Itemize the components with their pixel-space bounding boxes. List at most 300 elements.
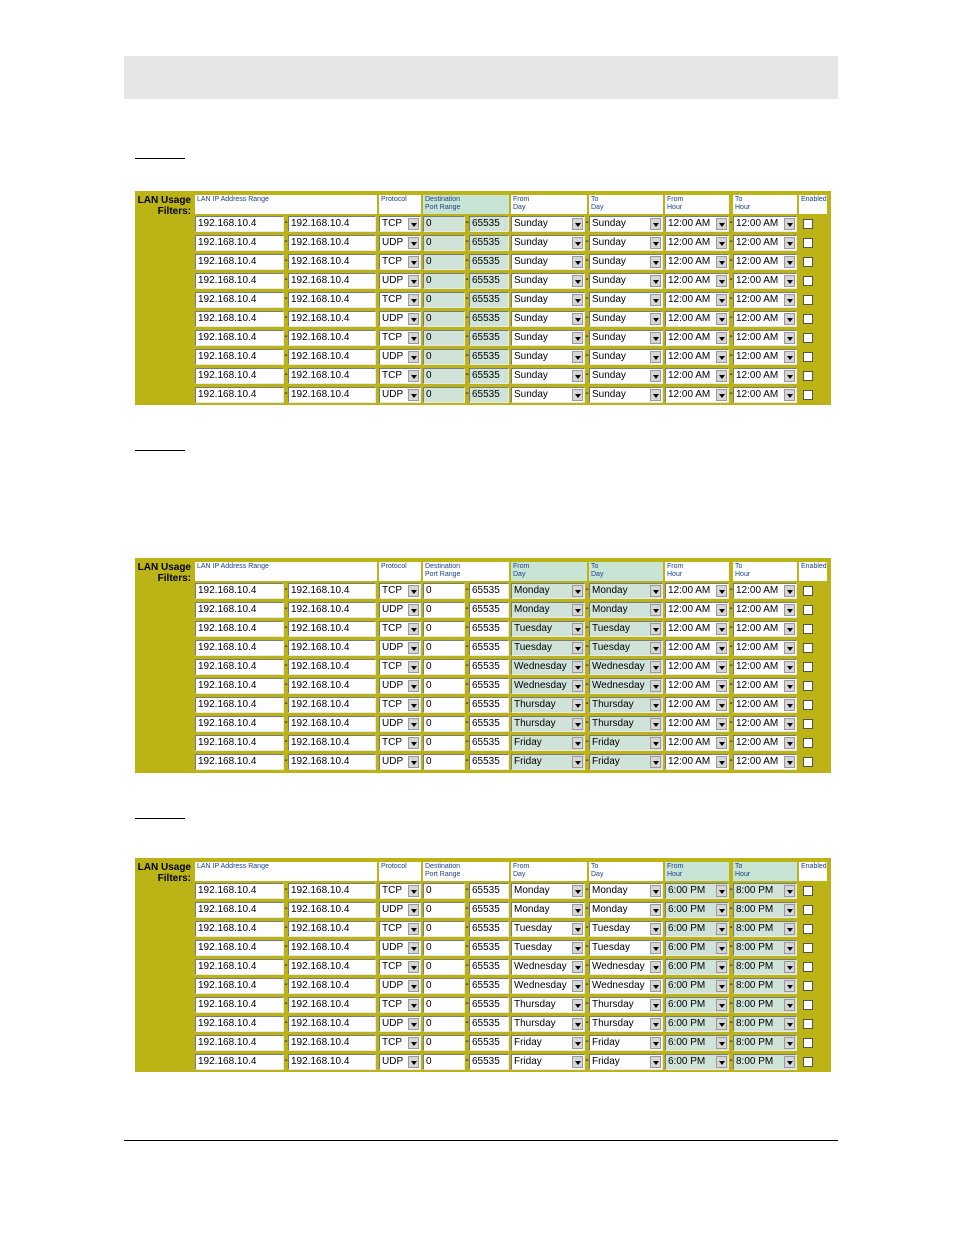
chevron-down-icon[interactable] bbox=[408, 313, 419, 325]
ip-start-input[interactable]: 192.168.10.4 bbox=[195, 583, 284, 599]
ip-start-input[interactable]: 192.168.10.4 bbox=[195, 368, 284, 384]
to-day-select[interactable] bbox=[589, 640, 663, 656]
chevron-down-icon[interactable] bbox=[716, 351, 727, 363]
ip-start-input[interactable]: 192.168.10.4 bbox=[195, 735, 284, 751]
chevron-down-icon[interactable] bbox=[716, 389, 727, 401]
chevron-down-icon[interactable] bbox=[650, 885, 661, 897]
protocol-select[interactable] bbox=[379, 1016, 421, 1032]
port-end-input[interactable]: 65535 bbox=[469, 311, 509, 327]
to-day-select[interactable] bbox=[589, 1016, 663, 1032]
to-hour-select[interactable] bbox=[733, 978, 797, 994]
to-hour-select[interactable] bbox=[733, 659, 797, 675]
enabled-checkbox[interactable] bbox=[803, 371, 813, 381]
chevron-down-icon[interactable] bbox=[572, 256, 583, 268]
from-day-select[interactable] bbox=[511, 959, 585, 975]
chevron-down-icon[interactable] bbox=[572, 370, 583, 382]
ip-start-input[interactable]: 192.168.10.4 bbox=[195, 349, 284, 365]
to-day-select[interactable] bbox=[589, 697, 663, 713]
chevron-down-icon[interactable] bbox=[572, 1018, 583, 1030]
chevron-down-icon[interactable] bbox=[572, 1056, 583, 1068]
ip-end-input[interactable]: 192.168.10.4 bbox=[288, 292, 376, 308]
from-hour-select[interactable] bbox=[665, 273, 729, 289]
chevron-down-icon[interactable] bbox=[408, 294, 419, 306]
chevron-down-icon[interactable] bbox=[650, 294, 661, 306]
ip-start-input[interactable]: 192.168.10.4 bbox=[195, 273, 284, 289]
from-hour-select[interactable] bbox=[665, 292, 729, 308]
from-day-select[interactable] bbox=[511, 697, 585, 713]
from-day-select[interactable] bbox=[511, 735, 585, 751]
chevron-down-icon[interactable] bbox=[784, 737, 795, 749]
enabled-checkbox[interactable] bbox=[803, 219, 813, 229]
port-start-input[interactable]: 0 bbox=[423, 349, 465, 365]
ip-end-input[interactable]: 192.168.10.4 bbox=[288, 640, 376, 656]
from-hour-select[interactable] bbox=[665, 959, 729, 975]
chevron-down-icon[interactable] bbox=[572, 756, 583, 768]
port-end-input[interactable]: 65535 bbox=[469, 602, 509, 618]
protocol-select[interactable] bbox=[379, 754, 421, 770]
ip-end-input[interactable]: 192.168.10.4 bbox=[288, 978, 376, 994]
chevron-down-icon[interactable] bbox=[408, 275, 419, 287]
enabled-checkbox[interactable] bbox=[803, 905, 813, 915]
chevron-down-icon[interactable] bbox=[572, 661, 583, 673]
port-end-input[interactable]: 65535 bbox=[469, 1054, 509, 1070]
chevron-down-icon[interactable] bbox=[408, 756, 419, 768]
to-hour-select[interactable] bbox=[733, 1016, 797, 1032]
to-hour-select[interactable] bbox=[733, 735, 797, 751]
chevron-down-icon[interactable] bbox=[784, 370, 795, 382]
ip-start-input[interactable]: 192.168.10.4 bbox=[195, 921, 284, 937]
ip-end-input[interactable]: 192.168.10.4 bbox=[288, 583, 376, 599]
ip-start-input[interactable]: 192.168.10.4 bbox=[195, 940, 284, 956]
from-hour-select[interactable] bbox=[665, 621, 729, 637]
chevron-down-icon[interactable] bbox=[408, 585, 419, 597]
chevron-down-icon[interactable] bbox=[572, 699, 583, 711]
to-day-select[interactable] bbox=[589, 1054, 663, 1070]
to-day-select[interactable] bbox=[589, 349, 663, 365]
ip-start-input[interactable]: 192.168.10.4 bbox=[195, 387, 284, 403]
chevron-down-icon[interactable] bbox=[650, 699, 661, 711]
chevron-down-icon[interactable] bbox=[784, 585, 795, 597]
ip-start-input[interactable]: 192.168.10.4 bbox=[195, 697, 284, 713]
to-hour-select[interactable] bbox=[733, 1035, 797, 1051]
from-day-select[interactable] bbox=[511, 940, 585, 956]
protocol-select[interactable] bbox=[379, 1035, 421, 1051]
chevron-down-icon[interactable] bbox=[650, 642, 661, 654]
chevron-down-icon[interactable] bbox=[408, 942, 419, 954]
ip-start-input[interactable]: 192.168.10.4 bbox=[195, 216, 284, 232]
chevron-down-icon[interactable] bbox=[650, 1037, 661, 1049]
chevron-down-icon[interactable] bbox=[784, 885, 795, 897]
to-hour-select[interactable] bbox=[733, 716, 797, 732]
protocol-select[interactable] bbox=[379, 602, 421, 618]
chevron-down-icon[interactable] bbox=[716, 218, 727, 230]
chevron-down-icon[interactable] bbox=[716, 585, 727, 597]
ip-end-input[interactable]: 192.168.10.4 bbox=[288, 754, 376, 770]
from-day-select[interactable] bbox=[511, 883, 585, 899]
enabled-checkbox[interactable] bbox=[803, 886, 813, 896]
from-day-select[interactable] bbox=[511, 678, 585, 694]
port-start-input[interactable]: 0 bbox=[423, 940, 465, 956]
chevron-down-icon[interactable] bbox=[716, 623, 727, 635]
to-hour-select[interactable] bbox=[733, 640, 797, 656]
ip-end-input[interactable]: 192.168.10.4 bbox=[288, 1035, 376, 1051]
chevron-down-icon[interactable] bbox=[784, 1037, 795, 1049]
port-start-input[interactable]: 0 bbox=[423, 311, 465, 327]
enabled-checkbox[interactable] bbox=[803, 257, 813, 267]
port-start-input[interactable]: 0 bbox=[423, 292, 465, 308]
protocol-select[interactable] bbox=[379, 330, 421, 346]
chevron-down-icon[interactable] bbox=[716, 904, 727, 916]
chevron-down-icon[interactable] bbox=[408, 351, 419, 363]
port-end-input[interactable]: 65535 bbox=[469, 659, 509, 675]
ip-end-input[interactable]: 192.168.10.4 bbox=[288, 1016, 376, 1032]
chevron-down-icon[interactable] bbox=[650, 237, 661, 249]
from-hour-select[interactable] bbox=[665, 678, 729, 694]
protocol-select[interactable] bbox=[379, 640, 421, 656]
chevron-down-icon[interactable] bbox=[650, 904, 661, 916]
protocol-select[interactable] bbox=[379, 997, 421, 1013]
chevron-down-icon[interactable] bbox=[650, 737, 661, 749]
chevron-down-icon[interactable] bbox=[650, 275, 661, 287]
chevron-down-icon[interactable] bbox=[716, 294, 727, 306]
port-end-input[interactable]: 65535 bbox=[469, 1035, 509, 1051]
enabled-checkbox[interactable] bbox=[803, 624, 813, 634]
to-day-select[interactable] bbox=[589, 387, 663, 403]
from-hour-select[interactable] bbox=[665, 697, 729, 713]
chevron-down-icon[interactable] bbox=[572, 923, 583, 935]
to-day-select[interactable] bbox=[589, 883, 663, 899]
ip-start-input[interactable]: 192.168.10.4 bbox=[195, 754, 284, 770]
from-hour-select[interactable] bbox=[665, 1035, 729, 1051]
to-hour-select[interactable] bbox=[733, 216, 797, 232]
chevron-down-icon[interactable] bbox=[716, 661, 727, 673]
from-hour-select[interactable] bbox=[665, 940, 729, 956]
from-day-select[interactable] bbox=[511, 621, 585, 637]
from-hour-select[interactable] bbox=[665, 883, 729, 899]
port-end-input[interactable]: 65535 bbox=[469, 640, 509, 656]
to-hour-select[interactable] bbox=[733, 697, 797, 713]
chevron-down-icon[interactable] bbox=[716, 718, 727, 730]
chevron-down-icon[interactable] bbox=[408, 885, 419, 897]
to-hour-select[interactable] bbox=[733, 883, 797, 899]
ip-start-input[interactable]: 192.168.10.4 bbox=[195, 1054, 284, 1070]
ip-end-input[interactable]: 192.168.10.4 bbox=[288, 349, 376, 365]
from-day-select[interactable] bbox=[511, 292, 585, 308]
from-hour-select[interactable] bbox=[665, 902, 729, 918]
ip-start-input[interactable]: 192.168.10.4 bbox=[195, 902, 284, 918]
from-day-select[interactable] bbox=[511, 1035, 585, 1051]
from-hour-select[interactable] bbox=[665, 754, 729, 770]
chevron-down-icon[interactable] bbox=[650, 313, 661, 325]
port-end-input[interactable]: 65535 bbox=[469, 273, 509, 289]
from-day-select[interactable] bbox=[511, 254, 585, 270]
to-hour-select[interactable] bbox=[733, 1054, 797, 1070]
protocol-select[interactable] bbox=[379, 959, 421, 975]
chevron-down-icon[interactable] bbox=[784, 999, 795, 1011]
protocol-select[interactable] bbox=[379, 978, 421, 994]
from-day-select[interactable] bbox=[511, 921, 585, 937]
from-day-select[interactable] bbox=[511, 387, 585, 403]
ip-end-input[interactable]: 192.168.10.4 bbox=[288, 883, 376, 899]
port-end-input[interactable]: 65535 bbox=[469, 235, 509, 251]
port-start-input[interactable]: 0 bbox=[423, 387, 465, 403]
chevron-down-icon[interactable] bbox=[408, 923, 419, 935]
port-start-input[interactable]: 0 bbox=[423, 273, 465, 289]
ip-start-input[interactable]: 192.168.10.4 bbox=[195, 716, 284, 732]
enabled-checkbox[interactable] bbox=[803, 662, 813, 672]
port-start-input[interactable]: 0 bbox=[423, 583, 465, 599]
chevron-down-icon[interactable] bbox=[650, 389, 661, 401]
chevron-down-icon[interactable] bbox=[650, 623, 661, 635]
port-start-input[interactable]: 0 bbox=[423, 997, 465, 1013]
ip-start-input[interactable]: 192.168.10.4 bbox=[195, 978, 284, 994]
chevron-down-icon[interactable] bbox=[784, 389, 795, 401]
protocol-select[interactable] bbox=[379, 921, 421, 937]
chevron-down-icon[interactable] bbox=[784, 623, 795, 635]
chevron-down-icon[interactable] bbox=[408, 1056, 419, 1068]
to-day-select[interactable] bbox=[589, 959, 663, 975]
chevron-down-icon[interactable] bbox=[650, 718, 661, 730]
chevron-down-icon[interactable] bbox=[784, 218, 795, 230]
enabled-checkbox[interactable] bbox=[803, 605, 813, 615]
enabled-checkbox[interactable] bbox=[803, 719, 813, 729]
from-day-select[interactable] bbox=[511, 216, 585, 232]
ip-start-input[interactable]: 192.168.10.4 bbox=[195, 1016, 284, 1032]
chevron-down-icon[interactable] bbox=[716, 256, 727, 268]
from-hour-select[interactable] bbox=[665, 659, 729, 675]
from-hour-select[interactable] bbox=[665, 216, 729, 232]
chevron-down-icon[interactable] bbox=[408, 961, 419, 973]
protocol-select[interactable] bbox=[379, 583, 421, 599]
chevron-down-icon[interactable] bbox=[716, 699, 727, 711]
enabled-checkbox[interactable] bbox=[803, 1038, 813, 1048]
chevron-down-icon[interactable] bbox=[408, 680, 419, 692]
chevron-down-icon[interactable] bbox=[784, 1056, 795, 1068]
from-hour-select[interactable] bbox=[665, 1016, 729, 1032]
protocol-select[interactable] bbox=[379, 697, 421, 713]
ip-end-input[interactable]: 192.168.10.4 bbox=[288, 697, 376, 713]
chevron-down-icon[interactable] bbox=[572, 737, 583, 749]
port-end-input[interactable]: 65535 bbox=[469, 754, 509, 770]
ip-start-input[interactable]: 192.168.10.4 bbox=[195, 883, 284, 899]
protocol-select[interactable] bbox=[379, 883, 421, 899]
port-start-input[interactable]: 0 bbox=[423, 602, 465, 618]
chevron-down-icon[interactable] bbox=[650, 218, 661, 230]
to-hour-select[interactable] bbox=[733, 902, 797, 918]
from-hour-select[interactable] bbox=[665, 235, 729, 251]
protocol-select[interactable] bbox=[379, 716, 421, 732]
to-day-select[interactable] bbox=[589, 216, 663, 232]
to-hour-select[interactable] bbox=[733, 368, 797, 384]
chevron-down-icon[interactable] bbox=[784, 351, 795, 363]
to-hour-select[interactable] bbox=[733, 678, 797, 694]
ip-start-input[interactable]: 192.168.10.4 bbox=[195, 678, 284, 694]
to-day-select[interactable] bbox=[589, 940, 663, 956]
to-hour-select[interactable] bbox=[733, 254, 797, 270]
to-hour-select[interactable] bbox=[733, 921, 797, 937]
protocol-select[interactable] bbox=[379, 678, 421, 694]
port-end-input[interactable]: 65535 bbox=[469, 735, 509, 751]
chevron-down-icon[interactable] bbox=[408, 642, 419, 654]
chevron-down-icon[interactable] bbox=[408, 256, 419, 268]
chevron-down-icon[interactable] bbox=[784, 275, 795, 287]
to-day-select[interactable] bbox=[589, 368, 663, 384]
from-day-select[interactable] bbox=[511, 583, 585, 599]
chevron-down-icon[interactable] bbox=[572, 623, 583, 635]
from-hour-select[interactable] bbox=[665, 735, 729, 751]
to-hour-select[interactable] bbox=[733, 621, 797, 637]
chevron-down-icon[interactable] bbox=[716, 999, 727, 1011]
to-day-select[interactable] bbox=[589, 254, 663, 270]
chevron-down-icon[interactable] bbox=[572, 1037, 583, 1049]
chevron-down-icon[interactable] bbox=[784, 904, 795, 916]
to-hour-select[interactable] bbox=[733, 311, 797, 327]
from-day-select[interactable] bbox=[511, 716, 585, 732]
enabled-checkbox[interactable] bbox=[803, 643, 813, 653]
chevron-down-icon[interactable] bbox=[650, 1018, 661, 1030]
port-start-input[interactable]: 0 bbox=[423, 368, 465, 384]
to-day-select[interactable] bbox=[589, 716, 663, 732]
protocol-select[interactable] bbox=[379, 368, 421, 384]
from-hour-select[interactable] bbox=[665, 978, 729, 994]
ip-end-input[interactable]: 192.168.10.4 bbox=[288, 235, 376, 251]
from-day-select[interactable] bbox=[511, 1016, 585, 1032]
chevron-down-icon[interactable] bbox=[572, 237, 583, 249]
chevron-down-icon[interactable] bbox=[716, 370, 727, 382]
chevron-down-icon[interactable] bbox=[650, 999, 661, 1011]
protocol-select[interactable] bbox=[379, 902, 421, 918]
chevron-down-icon[interactable] bbox=[408, 332, 419, 344]
chevron-down-icon[interactable] bbox=[650, 351, 661, 363]
chevron-down-icon[interactable] bbox=[784, 294, 795, 306]
ip-end-input[interactable]: 192.168.10.4 bbox=[288, 716, 376, 732]
to-day-select[interactable] bbox=[589, 997, 663, 1013]
from-day-select[interactable] bbox=[511, 349, 585, 365]
to-hour-select[interactable] bbox=[733, 235, 797, 251]
ip-start-input[interactable]: 192.168.10.4 bbox=[195, 254, 284, 270]
ip-end-input[interactable]: 192.168.10.4 bbox=[288, 273, 376, 289]
ip-start-input[interactable]: 192.168.10.4 bbox=[195, 602, 284, 618]
chevron-down-icon[interactable] bbox=[716, 1056, 727, 1068]
from-hour-select[interactable] bbox=[665, 387, 729, 403]
chevron-down-icon[interactable] bbox=[784, 718, 795, 730]
chevron-down-icon[interactable] bbox=[408, 237, 419, 249]
enabled-checkbox[interactable] bbox=[803, 1000, 813, 1010]
port-end-input[interactable]: 65535 bbox=[469, 883, 509, 899]
chevron-down-icon[interactable] bbox=[408, 218, 419, 230]
to-day-select[interactable] bbox=[589, 659, 663, 675]
chevron-down-icon[interactable] bbox=[408, 604, 419, 616]
chevron-down-icon[interactable] bbox=[572, 718, 583, 730]
from-day-select[interactable] bbox=[511, 1054, 585, 1070]
port-end-input[interactable]: 65535 bbox=[469, 583, 509, 599]
chevron-down-icon[interactable] bbox=[650, 661, 661, 673]
chevron-down-icon[interactable] bbox=[572, 604, 583, 616]
to-hour-select[interactable] bbox=[733, 959, 797, 975]
to-hour-select[interactable] bbox=[733, 754, 797, 770]
ip-end-input[interactable]: 192.168.10.4 bbox=[288, 735, 376, 751]
chevron-down-icon[interactable] bbox=[784, 661, 795, 673]
enabled-checkbox[interactable] bbox=[803, 962, 813, 972]
ip-end-input[interactable]: 192.168.10.4 bbox=[288, 902, 376, 918]
chevron-down-icon[interactable] bbox=[784, 680, 795, 692]
chevron-down-icon[interactable] bbox=[784, 642, 795, 654]
port-start-input[interactable]: 0 bbox=[423, 1035, 465, 1051]
chevron-down-icon[interactable] bbox=[716, 237, 727, 249]
ip-end-input[interactable]: 192.168.10.4 bbox=[288, 940, 376, 956]
ip-end-input[interactable]: 192.168.10.4 bbox=[288, 216, 376, 232]
chevron-down-icon[interactable] bbox=[572, 389, 583, 401]
port-start-input[interactable]: 0 bbox=[423, 978, 465, 994]
to-day-select[interactable] bbox=[589, 621, 663, 637]
chevron-down-icon[interactable] bbox=[408, 1018, 419, 1030]
from-hour-select[interactable] bbox=[665, 921, 729, 937]
chevron-down-icon[interactable] bbox=[716, 275, 727, 287]
port-end-input[interactable]: 65535 bbox=[469, 292, 509, 308]
chevron-down-icon[interactable] bbox=[784, 332, 795, 344]
to-day-select[interactable] bbox=[589, 311, 663, 327]
chevron-down-icon[interactable] bbox=[650, 604, 661, 616]
ip-end-input[interactable]: 192.168.10.4 bbox=[288, 921, 376, 937]
enabled-checkbox[interactable] bbox=[803, 352, 813, 362]
enabled-checkbox[interactable] bbox=[803, 390, 813, 400]
chevron-down-icon[interactable] bbox=[408, 661, 419, 673]
chevron-down-icon[interactable] bbox=[784, 1018, 795, 1030]
chevron-down-icon[interactable] bbox=[572, 275, 583, 287]
chevron-down-icon[interactable] bbox=[408, 904, 419, 916]
protocol-select[interactable] bbox=[379, 254, 421, 270]
port-start-input[interactable]: 0 bbox=[423, 678, 465, 694]
port-end-input[interactable]: 65535 bbox=[469, 902, 509, 918]
port-end-input[interactable]: 65535 bbox=[469, 621, 509, 637]
port-start-input[interactable]: 0 bbox=[423, 697, 465, 713]
from-hour-select[interactable] bbox=[665, 368, 729, 384]
to-hour-select[interactable] bbox=[733, 349, 797, 365]
enabled-checkbox[interactable] bbox=[803, 333, 813, 343]
protocol-select[interactable] bbox=[379, 349, 421, 365]
chevron-down-icon[interactable] bbox=[716, 680, 727, 692]
ip-end-input[interactable]: 192.168.10.4 bbox=[288, 621, 376, 637]
port-start-input[interactable]: 0 bbox=[423, 1016, 465, 1032]
from-day-select[interactable] bbox=[511, 754, 585, 770]
chevron-down-icon[interactable] bbox=[784, 756, 795, 768]
port-end-input[interactable]: 65535 bbox=[469, 1016, 509, 1032]
to-hour-select[interactable] bbox=[733, 387, 797, 403]
to-day-select[interactable] bbox=[589, 902, 663, 918]
chevron-down-icon[interactable] bbox=[408, 737, 419, 749]
from-day-select[interactable] bbox=[511, 273, 585, 289]
protocol-select[interactable] bbox=[379, 735, 421, 751]
chevron-down-icon[interactable] bbox=[716, 313, 727, 325]
chevron-down-icon[interactable] bbox=[784, 237, 795, 249]
enabled-checkbox[interactable] bbox=[803, 295, 813, 305]
to-day-select[interactable] bbox=[589, 330, 663, 346]
chevron-down-icon[interactable] bbox=[784, 961, 795, 973]
chevron-down-icon[interactable] bbox=[572, 294, 583, 306]
chevron-down-icon[interactable] bbox=[784, 313, 795, 325]
ip-end-input[interactable]: 192.168.10.4 bbox=[288, 368, 376, 384]
chevron-down-icon[interactable] bbox=[784, 923, 795, 935]
port-start-input[interactable]: 0 bbox=[423, 921, 465, 937]
enabled-checkbox[interactable] bbox=[803, 943, 813, 953]
enabled-checkbox[interactable] bbox=[803, 1057, 813, 1067]
ip-end-input[interactable]: 192.168.10.4 bbox=[288, 1054, 376, 1070]
chevron-down-icon[interactable] bbox=[716, 737, 727, 749]
ip-end-input[interactable]: 192.168.10.4 bbox=[288, 997, 376, 1013]
from-day-select[interactable] bbox=[511, 311, 585, 327]
chevron-down-icon[interactable] bbox=[572, 585, 583, 597]
port-end-input[interactable]: 65535 bbox=[469, 697, 509, 713]
